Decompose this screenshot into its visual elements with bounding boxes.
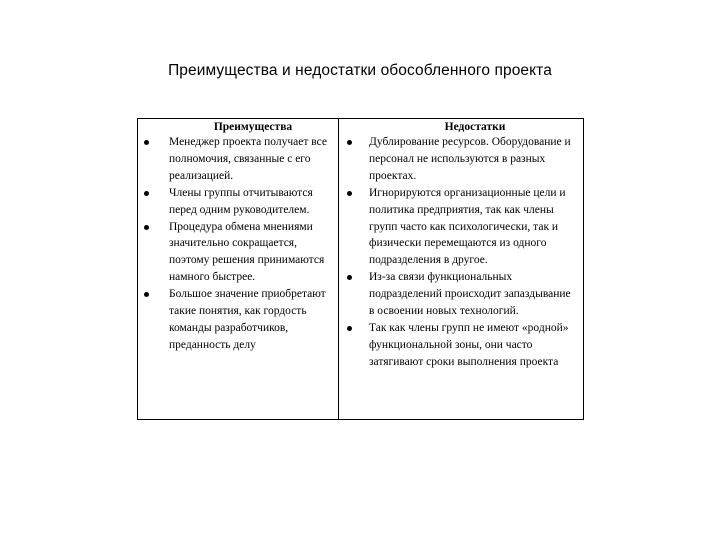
disadvantage-item [339, 134, 583, 185]
bullet-icon [347, 326, 352, 331]
disadvantages-header: Недостатки [444, 121, 506, 133]
disadvantages-column [339, 119, 583, 419]
bullet-icon [347, 140, 352, 145]
disadvantage-text: Игнорируются организационные цели и политика предприятия, так как члены групп часто как психологически, так и физически перемещаются из одного подразделения в другое. [369, 186, 566, 267]
bullet-icon [347, 191, 352, 196]
disadvantage-text: Из-за связи функциональных подразделений происходит запаздывание в освоении новых технологий. [369, 271, 571, 318]
advantage-text: Менеджер проекта получает все полномочия, связанные с его реализацией. [169, 136, 327, 182]
advantage-item [138, 219, 338, 287]
advantage-item [138, 134, 338, 185]
bullet-icon [144, 225, 149, 230]
bullet-icon [347, 275, 352, 280]
disadvantage-text: Дублирование ресурсов. Оборудование и персонал не используются в разных проектах. [369, 136, 571, 182]
advantage-text: Члены группы отчитываются перед одним руководителем. [169, 186, 313, 216]
disadvantage-item [339, 185, 583, 270]
disadvantage-item [339, 269, 583, 320]
bullet-icon [144, 292, 149, 297]
advantages-column [138, 119, 339, 419]
advantages-header: Преимущества [213, 121, 293, 133]
disadvantages-list [339, 134, 583, 371]
disadvantage-item [339, 320, 583, 371]
advantage-item [138, 286, 338, 354]
page-title: Преимущества и недостатки обособленного проекта [168, 62, 552, 79]
disadvantage-text: Так как члены групп не имеют «родной» функциональной зоны, они часто затягивают сроки выполнения проекта [369, 321, 569, 368]
advantage-text: Процедура обмена мнениями значительно сокращается, поэтому решения принимаются намного быстрее. [169, 220, 325, 284]
advantage-text: Большое значение приобретают такие понятия, как гордость команды разработчиков, преданность делу [169, 288, 326, 351]
bullet-icon [144, 140, 149, 145]
bullet-icon [144, 191, 149, 196]
comparison-table [137, 118, 584, 420]
advantages-list [138, 134, 338, 354]
advantage-item [138, 185, 338, 219]
